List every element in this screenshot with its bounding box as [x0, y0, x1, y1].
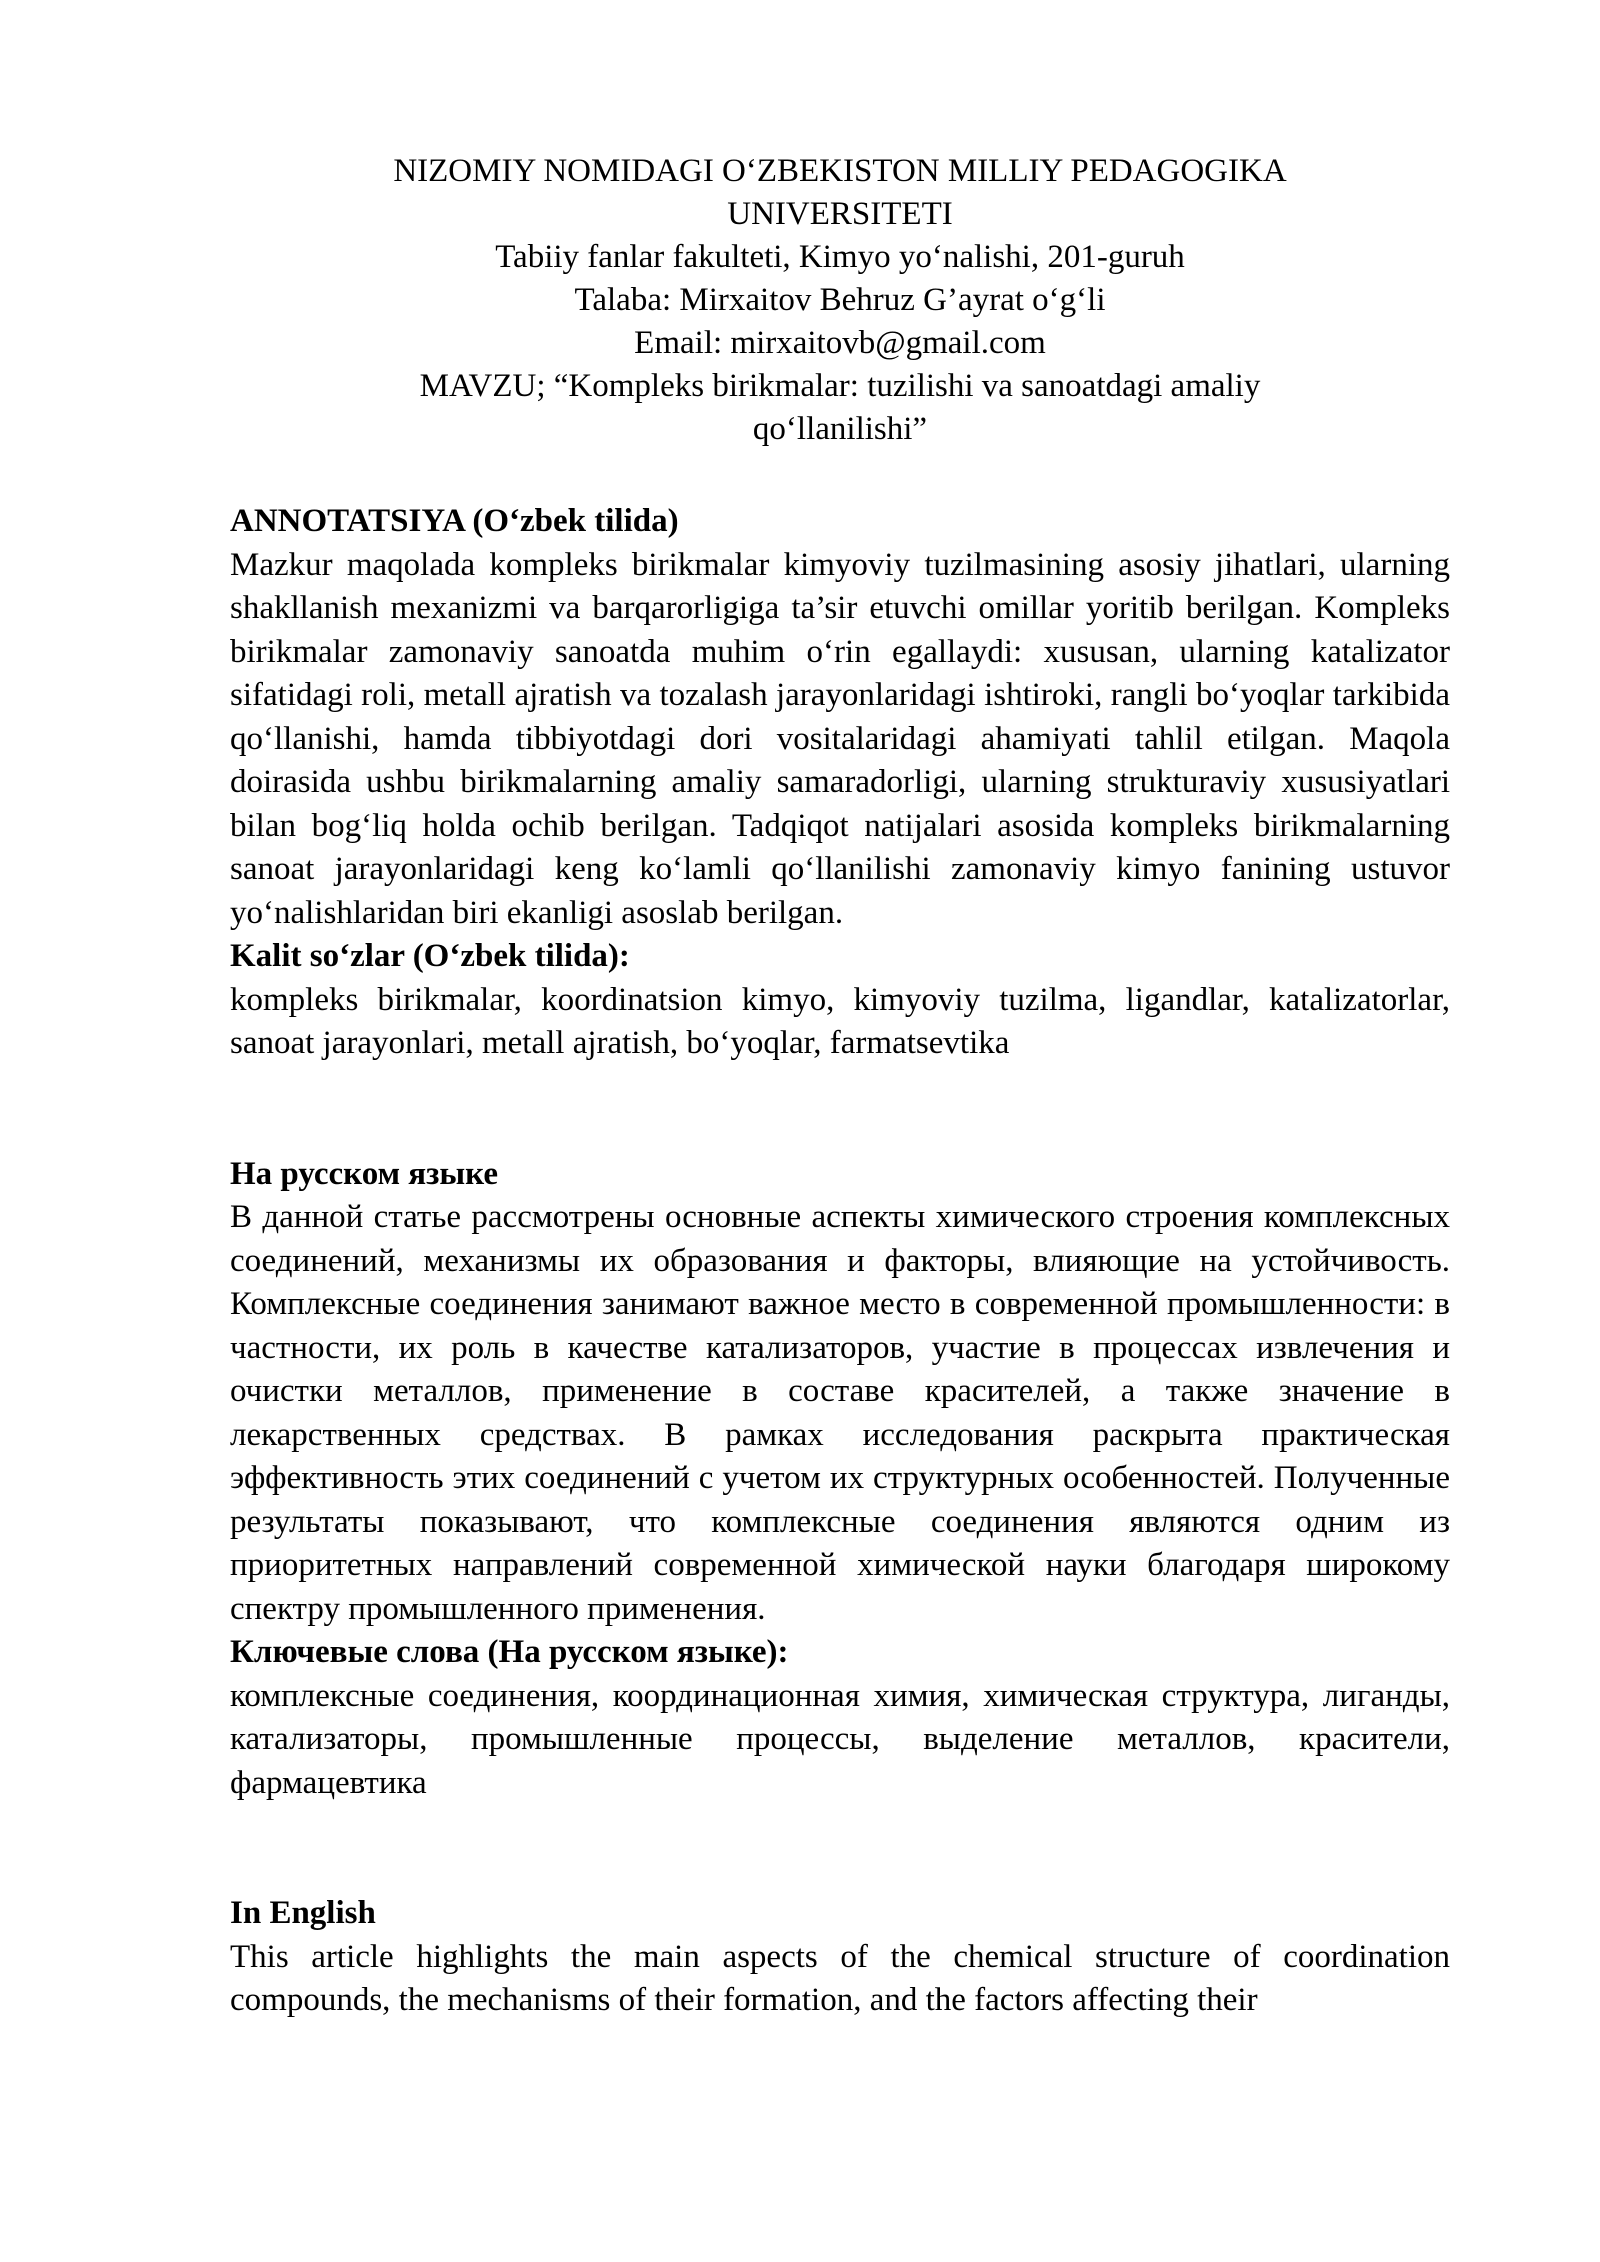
russian-keywords-text: комплексные соединения, координационная химия, химическая структура, лиганды, катализаторы, промышленные процессы, выделение металлов, красители, фармацевтика: [230, 1677, 1450, 1801]
russian-section: [230, 1153, 1450, 1806]
section-spacer: [230, 1066, 1450, 1153]
university-name-line2: UNIVERSITETI: [727, 196, 953, 232]
title-block: [330, 150, 1350, 451]
uzbek-abstract-heading: ANNOTATSIYA (O‘zbek tilida): [230, 503, 679, 539]
section-spacer: [230, 1805, 1450, 1892]
uzbek-abstract-text: Mazkur maqolada kompleks birikmalar kimyoviy tuzilmasining asosiy jihatlari, ularning shakllanish mexanizmi va barqarorligiga ta’sir etuvchi omillar yoritib berilgan. Kompleks birikmalar zamonaviy sanoatda muhim o‘rin egallaydi: xususan, ularning katalizator sifatidagi roli, metall ajratish va tozalash jarayonlaridagi ishtiroki, rangli bo‘yoqlar tarkibida qo‘llanishi, hamda tibbiyotdagi dori vositalaridagi ahamiyati tahlil etilgan. Maqola doirasida ushbu birikmalarning amaliy samaradorligi, ularning strukturaviy xususiyatlari bilan bog‘liq holda ochib berilgan. Tadqiqot natijalari asosida kompleks birikmalarning sanoat jarayonlaridagi keng ko‘lamli qo‘llanilishi zamonaviy kimyo fanining ustuvor yo‘nalishlaridan biri ekanligi asoslab berilgan.: [230, 546, 1450, 931]
article-body: [230, 500, 1450, 2023]
uzbek-section: [230, 500, 1450, 1066]
russian-abstract-heading: На русском языке: [230, 1155, 499, 1192]
russian-keywords-heading: Ключевые слова (На русском языке):: [230, 1634, 789, 1670]
uzbek-keywords-heading: Kalit so‘zlar (O‘zbek tilida):: [230, 938, 630, 974]
english-abstract-heading: In English: [230, 1895, 376, 1931]
russian-abstract-text: В данной статье рассмотрены основные аспекты химического строения комплексных соединений, механизмы их образования и факторы, влияющие на устойчивость. Комплексные соединения занимают важное место в современной промышленности: в частности, их роль в качестве катализаторов, участие в процессах извлечения и очистки металлов, применение в составе красителей, а также значение в лекарственных средствах. В рамках исследования раскрыта практическая эффективность этих соединений с учетом их структурных особенностей. Полученные результаты показывают, что комплексные соединения являются одним из приоритетных направлений современной химической науки благодаря широкому спектру промышленного применения.: [230, 1199, 1450, 1627]
topic-line1: MAVZU; “Kompleks birikmalar: tuzilishi va sanoatdagi amaliy: [419, 368, 1261, 404]
faculty-line: Tabiiy fanlar fakulteti, Kimyo yo‘nalishi, 201-guruh: [495, 239, 1185, 275]
student-line: Talaba: Mirxaitov Behruz G’ayrat o‘g‘li: [574, 282, 1106, 318]
english-section: [230, 1892, 1450, 2023]
university-name-line1: NIZOMIY NOMIDAGI O‘ZBEKISTON MILLIY PEDAGOGIKA: [393, 153, 1287, 189]
email-line: Email: mirxaitovb@gmail.com: [634, 325, 1046, 361]
english-abstract-text: This article highlights the main aspects of the chemical structure of coordination compounds, the mechanisms of their formation, and the factors affecting their: [230, 1938, 1450, 2018]
uzbek-keywords-text: kompleks birikmalar, koordinatsion kimyo, kimyoviy tuzilma, ligandlar, katalizatorlar, sanoat jarayonlari, metall ajratish, bo‘yoqlar, farmatsevtika: [230, 981, 1450, 1061]
topic-line2: qo‘llanilishi”: [752, 411, 928, 447]
